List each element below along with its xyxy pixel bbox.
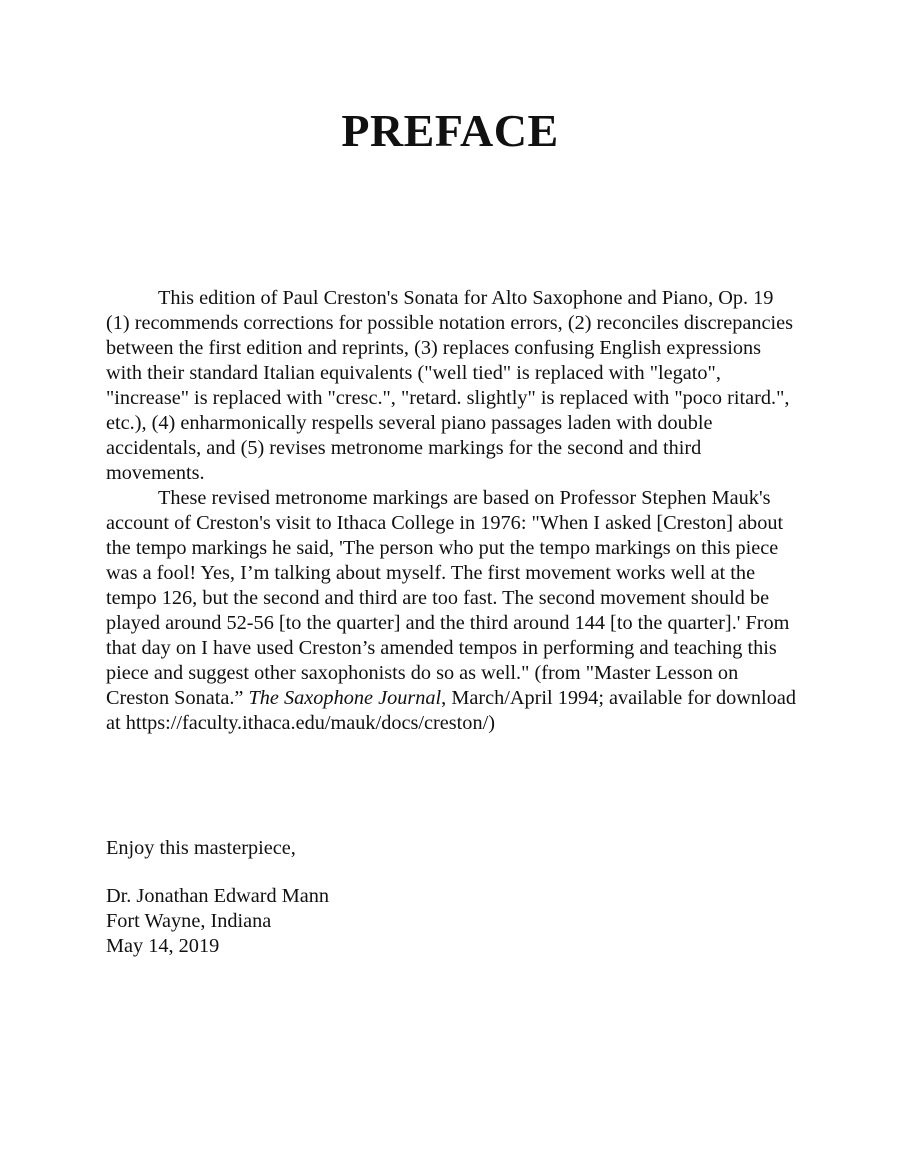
paragraph-text-after-citation: , March/April 1994; available for download at https://faculty.ithaca.edu/mauk/docs/creston/) [106,687,796,734]
journal-title: The Saxophone Journal [248,687,442,709]
paragraph-text-before-citation: These revised metronome markings are based on Professor Stephen Mauk's account of Creston's visit to Ithaca College in 1976: "When I asked [Creston] about the tempo markings he said, 'The person who put the tempo markings on this piece was a fool! Yes, I’m talking about myself. The first movement works well at the tempo 126, but the second and third are too fast. The second movement should be played around 52-56 [to the quarter] and the third around 144 [to the quarter].' From that day on I have used Creston’s amended tempos in performing and teaching this piece and suggest other saxophonists do so as well." (from "Master Lesson on Creston Sonata.” [106,487,790,709]
signature-date: May 14, 2019 [106,935,220,957]
signature-block [106,884,329,959]
paragraph-metronome-markings [106,486,796,736]
closing-line: Enjoy this masterpiece, [106,837,296,859]
paragraph-edition-notes: This edition of Paul Creston's Sonata for Alto Saxophone and Piano, Op. 19 (1) recommends corrections for possible notation errors, (2) reconciles discrepancies between the first edition and reprints, (3) replaces confusing English expressions with their standard Italian equivalents ("well tied" is replaced with "legato", "increase" is replaced with "cresc.", "retard. slightly" is replaced with "poco ritard.", etc.), (4) enharmonically respells several piano passages laden with double accidentals, and (5) revises metronome markings for the second and third movements. [106,287,794,484]
author-name: Dr. Jonathan Edward Mann [106,885,330,907]
author-location: Fort Wayne, Indiana [106,910,272,932]
page-title: PREFACE [341,105,559,156]
preface-body [106,286,796,736]
